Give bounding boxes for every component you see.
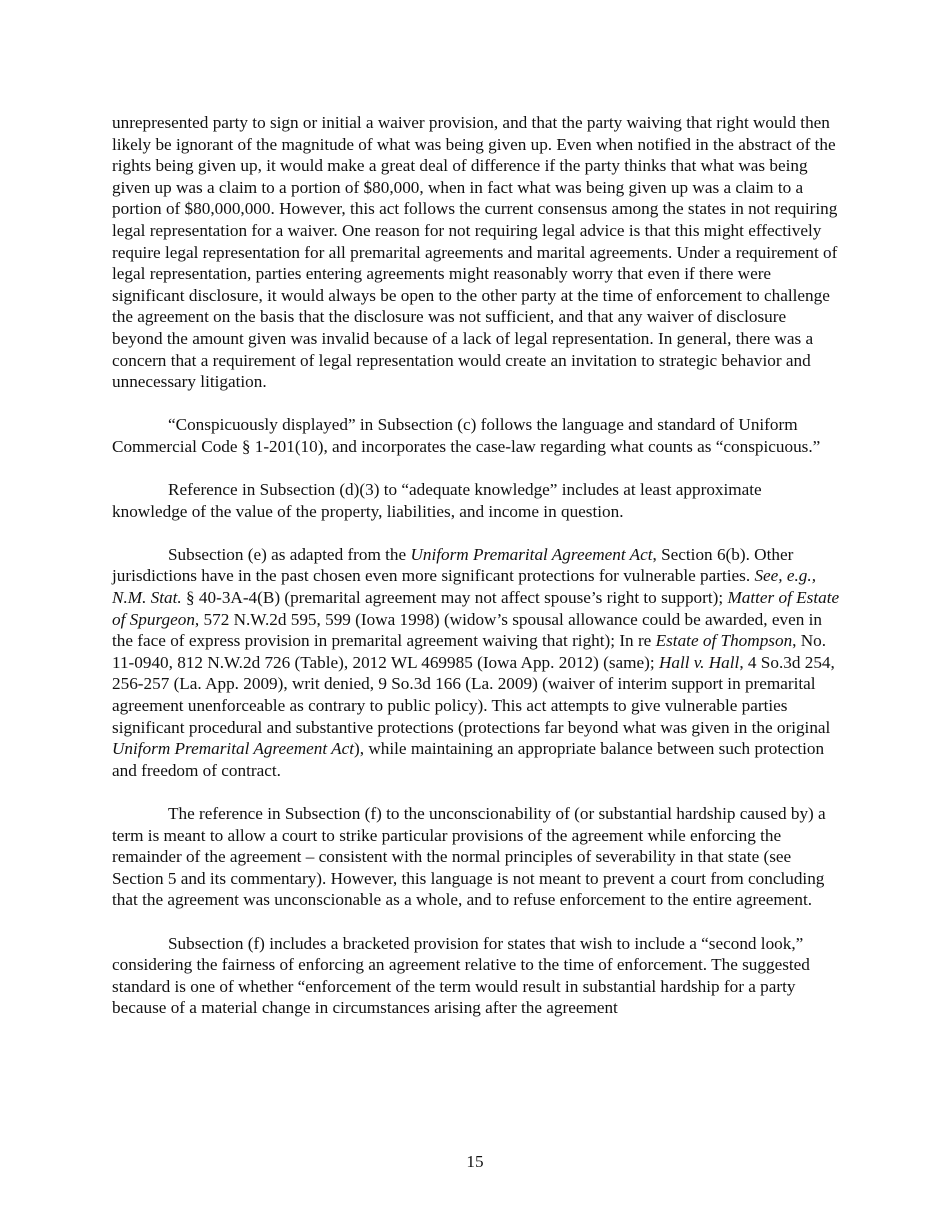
paragraph-1	[112, 112, 840, 393]
paragraph-3	[112, 479, 840, 522]
case-citation-italic: Estate of Thompson	[655, 631, 793, 651]
paragraph-4	[112, 544, 840, 782]
paragraph-2	[112, 414, 840, 457]
paragraph-4-segment: , 572 N.W.2d 595, 599 (Iowa 1998) (widow’s spousal allowance could be awarded, even in the face of express provision in premarital agreement waiving that right); In re	[112, 609, 822, 651]
paragraph-4-segment: , No. 11-0940, 812 N.W.2d 726 (Table), 2012 WL 469985 (Iowa App. 2012) (same);	[112, 631, 827, 672]
paragraph-1-text: unrepresented party to sign or initial a waiver provision, and that the party waiving that right would then likely be ignorant of the magnitude of what was being given up. Even when notified in the abstract of the rights being given up, it would make a great deal of difference if the party thinks that what was being given up was a claim to a portion of $80,000, when in fact what was being given up was a claim to a portion of $80,000,000. However, this act follows the current consensus among the states in not requiring legal representation for a waiver. One reason for not requiring legal advice is that this might effectively require legal representation for all premarital agreements and marital agreements. Under a requirement of legal representation, parties entering agreements might reasonably worry that even if there were significant disclosure, it would always be open to the other party at the time of enforcement to challenge the agreement on the basis that the disclosure was not sufficient, and that any waiver of disclosure beyond the amount given was invalid because of a lack of legal representation. In general, there was a concern that a requirement of legal representation would create an invitation to strategic behavior and unnecessary litigation.	[112, 113, 838, 392]
paragraph-4-segment: , 4 So.3d 254, 256-257 (La. App. 2009), writ denied, 9 So.3d 166 (La. 2009) (waiver of interim support in premarital agreement unenforceable as contrary to public policy). This act attempts to give vulnerable parties significant procedural and substantive protections (protections far beyond what was given in the original	[112, 652, 835, 737]
document-body	[112, 112, 840, 1041]
case-citation-italic: Hall v. Hall	[658, 652, 740, 672]
paragraph-5	[112, 803, 840, 911]
paragraph-4-segment: Subsection (e) as adapted from the	[168, 544, 411, 564]
paragraph-6-text: Subsection (f) includes a bracketed provision for states that wish to include a “second look,” considering the fairness of enforcing an agreement relative to the time of enforcement. The suggested standard is one of whether “enforcement of the term would result in substantial hardship for a party because of a material change in circumstances arising after the agreement	[112, 933, 810, 1018]
paragraph-2-text: “Conspicuously displayed” in Subsection (c) follows the language and standard of Uniform Commercial Code § 1-201(10), and incorporates the case-law regarding what counts as “conspicuous.”	[112, 415, 821, 456]
case-citation-italic: See, e.g., N.M. Stat.	[112, 566, 816, 608]
case-citation-italic: Uniform Premarital Agreement Act	[410, 544, 653, 564]
case-citation-italic: Uniform Premarital Agreement Act	[112, 739, 355, 759]
paragraph-4-segment: ), while maintaining an appropriate balance between such protection and freedom of contract.	[112, 739, 825, 780]
page-number: 15	[466, 1152, 484, 1171]
paragraph-5-text: The reference in Subsection (f) to the unconscionability of (or substantial hardship caused by) a term is meant to allow a court to strike particular provisions of the agreement while enforcing the remainder of the agreement – consistent with the normal principles of severability in that state (see Section 5 and its commentary). However, this language is not meant to prevent a court from concluding that the agreement was unconscionable as a whole, and to refuse enforcement to the entire agreement.	[112, 804, 826, 910]
case-citation-italic: Matter of Estate of Spurgeon	[112, 588, 840, 629]
paragraph-3-text: Reference in Subsection (d)(3) to “adequate knowledge” includes at least approximate knowledge of the value of the property, liabilities, and income in question.	[112, 480, 762, 521]
paragraph-4-segment: § 40-3A-4(B) (premarital agreement may not affect spouse’s right to support);	[181, 588, 728, 608]
paragraph-6	[112, 933, 840, 1019]
paragraph-4-segment: , Section 6(b). Other jurisdictions have in the past chosen even more significant protections for vulnerable parties.	[112, 544, 794, 586]
